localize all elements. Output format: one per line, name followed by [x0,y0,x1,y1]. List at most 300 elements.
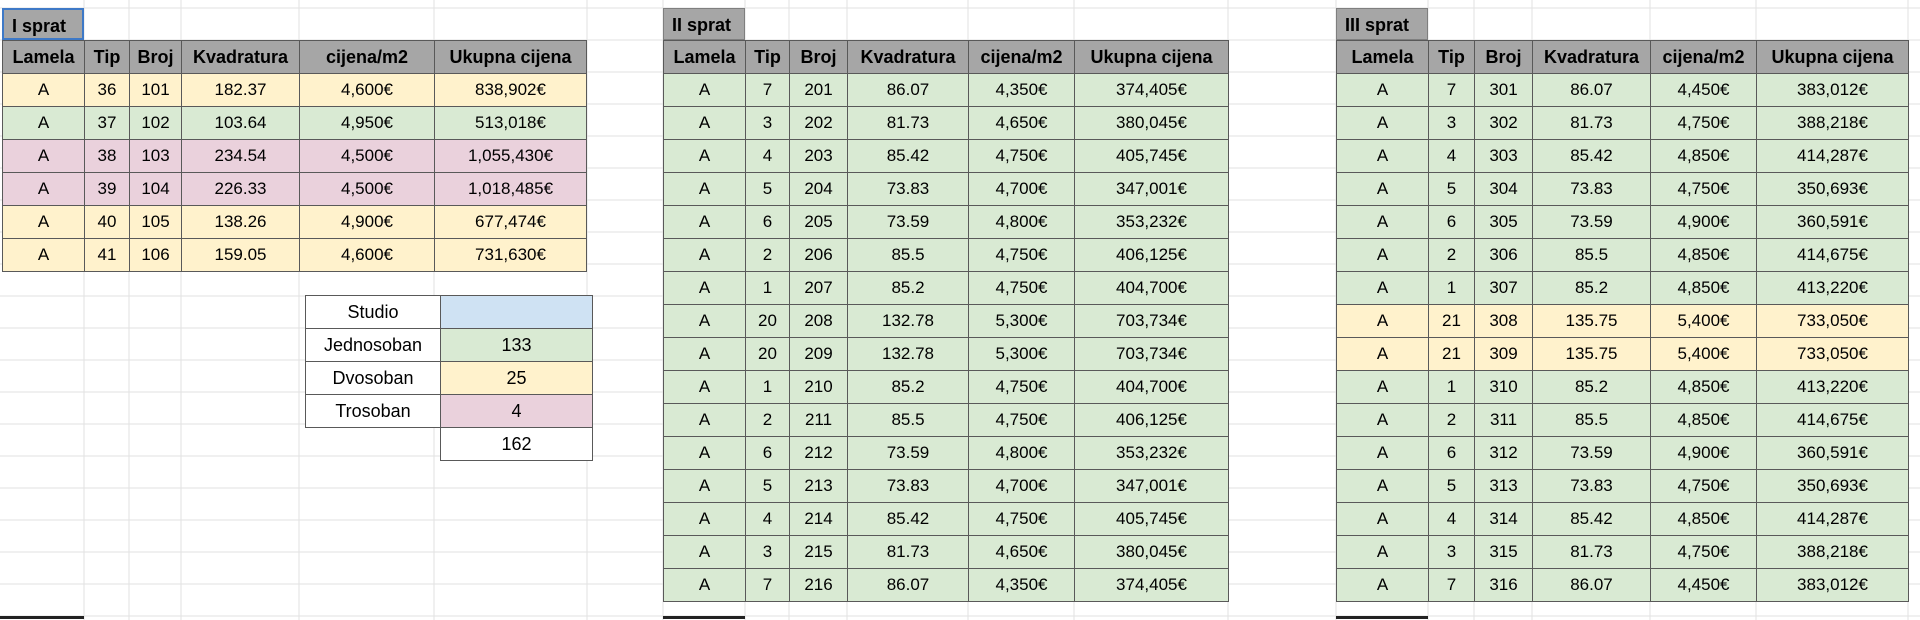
jednosoban-count[interactable]: 133 [441,329,593,362]
cell-tip[interactable]: 6 [1429,206,1475,239]
dvosoban-label[interactable]: Dvosoban [306,362,441,395]
table-row [1337,206,1909,239]
cell-lamela[interactable]: A [1337,173,1429,206]
cell-broj[interactable]: 101 [130,74,182,107]
cell-kvadratura[interactable]: 73.83 [848,173,969,206]
cell-kvadratura[interactable]: 81.73 [848,536,969,569]
cell-lamela[interactable]: A [1337,305,1429,338]
cell-lamela[interactable]: A [664,536,746,569]
cell-ukupna-cijena[interactable]: 374,405€ [1075,569,1229,602]
cell-broj[interactable]: 302 [1475,107,1533,140]
floor-1-title[interactable]: I sprat [2,8,84,40]
cell-cijena-m2[interactable]: 4,900€ [1651,206,1757,239]
cell-broj[interactable]: 201 [790,74,848,107]
cell-tip[interactable]: 1 [1429,272,1475,305]
cell-ukupna-cijena[interactable]: 413,220€ [1757,272,1909,305]
cell-broj[interactable]: 104 [130,173,182,206]
cell-broj[interactable]: 315 [1475,536,1533,569]
cell-lamela[interactable]: A [1337,371,1429,404]
cell-lamela[interactable]: A [664,140,746,173]
jednosoban-label[interactable]: Jednosoban [306,329,441,362]
cell-broj[interactable]: 209 [790,338,848,371]
cell-kvadratura[interactable]: 81.73 [1533,536,1651,569]
cell-cijena-m2[interactable]: 4,850€ [1651,503,1757,536]
cell-broj[interactable]: 301 [1475,74,1533,107]
cell-cijena-m2[interactable]: 4,850€ [1651,140,1757,173]
cell-tip[interactable]: 1 [746,371,790,404]
cell-tip[interactable]: 2 [1429,404,1475,437]
header-row [664,41,1229,74]
table-row [1337,371,1909,404]
floor-2-title[interactable]: II sprat [663,8,745,40]
cell-ukupna-cijena[interactable]: 350,693€ [1757,470,1909,503]
cell-cijena-m2[interactable]: 5,300€ [969,338,1075,371]
cell-lamela[interactable]: A [1337,239,1429,272]
cell-kvadratura[interactable]: 182.37 [182,74,300,107]
column-header-cijena-m2[interactable]: cijena/m2 [969,41,1075,74]
cell-kvadratura[interactable]: 86.07 [848,74,969,107]
cell-ukupna-cijena[interactable]: 703,734€ [1075,338,1229,371]
cell-kvadratura[interactable]: 85.2 [848,371,969,404]
cell-broj[interactable]: 216 [790,569,848,602]
cell-tip[interactable]: 6 [1429,437,1475,470]
cell-cijena-m2[interactable]: 4,800€ [969,206,1075,239]
cell-lamela[interactable]: A [664,404,746,437]
header-row [3,41,587,74]
summary-row-trosoban [306,395,593,428]
table-row [664,503,1229,536]
cell-ukupna-cijena[interactable]: 374,405€ [1075,74,1229,107]
cell-ukupna-cijena[interactable]: 414,675€ [1757,239,1909,272]
cell-kvadratura[interactable]: 73.59 [848,206,969,239]
cell-lamela[interactable]: A [3,173,85,206]
cell-cijena-m2[interactable]: 4,750€ [969,272,1075,305]
cell-cijena-m2[interactable]: 4,750€ [969,140,1075,173]
cell-ukupna-cijena[interactable]: 405,745€ [1075,503,1229,536]
cell-ukupna-cijena[interactable]: 703,734€ [1075,305,1229,338]
column-header-ukupna-cijena[interactable]: Ukupna cijena [435,41,587,74]
cell-cijena-m2[interactable]: 4,750€ [1651,107,1757,140]
cell-kvadratura[interactable]: 85.5 [848,239,969,272]
cell-tip[interactable]: 3 [746,536,790,569]
cell-kvadratura[interactable]: 85.2 [1533,371,1651,404]
cell-ukupna-cijena[interactable]: 1,018,485€ [435,173,587,206]
cell-ukupna-cijena[interactable]: 414,675€ [1757,404,1909,437]
table-row [3,239,587,272]
cell-tip[interactable]: 7 [746,74,790,107]
table-row [664,404,1229,437]
trosoban-label[interactable]: Trosoban [306,395,441,428]
cell-kvadratura[interactable]: 85.2 [1533,272,1651,305]
cell-kvadratura[interactable]: 138.26 [182,206,300,239]
cell-tip[interactable]: 39 [85,173,130,206]
cell-ukupna-cijena[interactable]: 406,125€ [1075,239,1229,272]
cell-kvadratura[interactable]: 73.59 [848,437,969,470]
summary-row-jednosoban [306,329,593,362]
dvosoban-count[interactable]: 25 [441,362,593,395]
column-header-broj[interactable]: Broj [790,41,848,74]
cell-tip[interactable]: 4 [1429,140,1475,173]
cell-broj[interactable]: 215 [790,536,848,569]
cell-ukupna-cijena[interactable]: 360,591€ [1757,437,1909,470]
cell-ukupna-cijena[interactable]: 380,045€ [1075,536,1229,569]
cell-kvadratura[interactable]: 81.73 [848,107,969,140]
cell-lamela[interactable]: A [664,470,746,503]
cell-lamela[interactable]: A [664,338,746,371]
cell-lamela[interactable]: A [664,239,746,272]
summary-empty-cell [306,428,441,461]
table-row [664,338,1229,371]
cell-broj[interactable]: 208 [790,305,848,338]
cell-broj[interactable]: 308 [1475,305,1533,338]
cell-ukupna-cijena[interactable]: 838,902€ [435,74,587,107]
studio-count[interactable] [441,296,593,329]
cell-broj[interactable]: 102 [130,107,182,140]
table-row [664,107,1229,140]
cell-tip[interactable]: 2 [746,239,790,272]
cell-tip[interactable]: 38 [85,140,130,173]
table-row [664,206,1229,239]
table-row [664,536,1229,569]
cell-lamela[interactable]: A [1337,272,1429,305]
cell-kvadratura[interactable]: 226.33 [182,173,300,206]
studio-label[interactable]: Studio [306,296,441,329]
cell-ukupna-cijena[interactable]: 413,220€ [1757,371,1909,404]
cell-broj[interactable]: 312 [1475,437,1533,470]
cell-tip[interactable]: 1 [1429,371,1475,404]
cell-cijena-m2[interactable]: 4,600€ [300,74,435,107]
cell-lamela[interactable]: A [1337,503,1429,536]
trosoban-count[interactable]: 4 [441,395,593,428]
cell-ukupna-cijena[interactable]: 414,287€ [1757,503,1909,536]
cell-ukupna-cijena[interactable]: 733,050€ [1757,305,1909,338]
cell-tip[interactable]: 21 [1429,338,1475,371]
cell-lamela[interactable]: A [3,206,85,239]
total-count[interactable]: 162 [441,428,593,461]
cell-kvadratura[interactable]: 85.42 [1533,140,1651,173]
cell-lamela[interactable]: A [1337,107,1429,140]
table-row [1337,173,1909,206]
cell-kvadratura[interactable]: 86.07 [848,569,969,602]
cell-kvadratura[interactable]: 234.54 [182,140,300,173]
cell-broj[interactable]: 207 [790,272,848,305]
cell-tip[interactable]: 40 [85,206,130,239]
cell-broj[interactable]: 206 [790,239,848,272]
cell-lamela[interactable]: A [1337,470,1429,503]
cell-ukupna-cijena[interactable]: 406,125€ [1075,404,1229,437]
cell-tip[interactable]: 20 [746,338,790,371]
cell-lamela[interactable]: A [1337,437,1429,470]
floor-1-table [2,40,587,272]
cell-ukupna-cijena[interactable]: 1,055,430€ [435,140,587,173]
cell-tip[interactable]: 1 [746,272,790,305]
column-header-cijena-m2[interactable]: cijena/m2 [1651,41,1757,74]
column-header-tip[interactable]: Tip [1429,41,1475,74]
cell-tip[interactable]: 6 [746,437,790,470]
cell-cijena-m2[interactable]: 4,750€ [1651,173,1757,206]
cell-kvadratura[interactable]: 103.64 [182,107,300,140]
cell-cijena-m2[interactable]: 4,650€ [969,107,1075,140]
cell-broj[interactable]: 305 [1475,206,1533,239]
table-row [664,437,1229,470]
cell-cijena-m2[interactable]: 5,400€ [1651,338,1757,371]
cell-ukupna-cijena[interactable]: 513,018€ [435,107,587,140]
cell-lamela[interactable]: A [664,74,746,107]
cell-cijena-m2[interactable]: 4,350€ [969,74,1075,107]
cell-broj[interactable]: 106 [130,239,182,272]
cell-lamela[interactable]: A [3,140,85,173]
cell-cijena-m2[interactable]: 4,500€ [300,140,435,173]
cell-lamela[interactable]: A [1337,404,1429,437]
cell-ukupna-cijena[interactable]: 404,700€ [1075,371,1229,404]
cell-tip[interactable]: 36 [85,74,130,107]
cell-broj[interactable]: 307 [1475,272,1533,305]
cell-broj[interactable]: 313 [1475,470,1533,503]
cell-ukupna-cijena[interactable]: 383,012€ [1757,569,1909,602]
cell-broj[interactable]: 211 [790,404,848,437]
cell-cijena-m2[interactable]: 4,700€ [969,470,1075,503]
cell-ukupna-cijena[interactable]: 404,700€ [1075,272,1229,305]
cell-lamela[interactable]: A [3,74,85,107]
cell-kvadratura[interactable]: 85.5 [1533,239,1651,272]
cell-broj[interactable]: 310 [1475,371,1533,404]
cell-ukupna-cijena[interactable]: 383,012€ [1757,74,1909,107]
cell-lamela[interactable]: A [3,107,85,140]
cell-broj[interactable]: 303 [1475,140,1533,173]
cell-lamela[interactable]: A [664,371,746,404]
cell-cijena-m2[interactable]: 5,400€ [1651,305,1757,338]
table-row [1337,437,1909,470]
cell-broj[interactable]: 214 [790,503,848,536]
cell-cijena-m2[interactable]: 4,800€ [969,437,1075,470]
cell-lamela[interactable]: A [1337,536,1429,569]
cell-tip[interactable]: 3 [746,107,790,140]
column-header-cijena-m2[interactable]: cijena/m2 [300,41,435,74]
cell-cijena-m2[interactable]: 4,850€ [1651,272,1757,305]
cell-tip[interactable]: 5 [1429,470,1475,503]
cell-cijena-m2[interactable]: 4,750€ [1651,470,1757,503]
summary-row-dvosoban [306,362,593,395]
cell-cijena-m2[interactable]: 4,700€ [969,173,1075,206]
table-row [664,371,1229,404]
cell-broj[interactable]: 311 [1475,404,1533,437]
cell-broj[interactable]: 306 [1475,239,1533,272]
table-row [1337,74,1909,107]
table-row [1337,470,1909,503]
floor-3-title[interactable]: III sprat [1336,8,1428,40]
cell-tip[interactable]: 2 [746,404,790,437]
cell-kvadratura[interactable]: 85.42 [1533,503,1651,536]
cell-kvadratura[interactable]: 86.07 [1533,74,1651,107]
cell-broj[interactable]: 203 [790,140,848,173]
cell-cijena-m2[interactable]: 4,750€ [969,239,1075,272]
cell-lamela[interactable]: A [664,206,746,239]
next-block-edge-1 [0,616,84,619]
table-row [3,140,587,173]
cell-kvadratura[interactable]: 135.75 [1533,338,1651,371]
cell-tip[interactable]: 5 [746,470,790,503]
column-header-tip[interactable]: Tip [746,41,790,74]
cell-broj[interactable]: 304 [1475,173,1533,206]
cell-broj[interactable]: 202 [790,107,848,140]
column-header-lamela[interactable]: Lamela [3,41,85,74]
cell-lamela[interactable]: A [1337,338,1429,371]
column-header-tip[interactable]: Tip [85,41,130,74]
cell-tip[interactable]: 5 [1429,173,1475,206]
cell-cijena-m2[interactable]: 4,750€ [1651,536,1757,569]
cell-kvadratura[interactable]: 73.59 [1533,437,1651,470]
cell-kvadratura[interactable]: 85.5 [1533,404,1651,437]
cell-kvadratura[interactable]: 132.78 [848,305,969,338]
cell-broj[interactable]: 212 [790,437,848,470]
cell-lamela[interactable]: A [664,503,746,536]
cell-cijena-m2[interactable]: 4,950€ [300,107,435,140]
cell-cijena-m2[interactable]: 4,850€ [1651,239,1757,272]
cell-lamela[interactable]: A [1337,569,1429,602]
cell-cijena-m2[interactable]: 4,350€ [969,569,1075,602]
cell-cijena-m2[interactable]: 4,900€ [300,206,435,239]
cell-ukupna-cijena[interactable]: 405,745€ [1075,140,1229,173]
cell-lamela[interactable]: A [664,437,746,470]
table-row [1337,404,1909,437]
table-row [664,173,1229,206]
cell-cijena-m2[interactable]: 4,850€ [1651,404,1757,437]
cell-broj[interactable]: 316 [1475,569,1533,602]
floor-2-block [663,15,1229,602]
cell-ukupna-cijena[interactable]: 414,287€ [1757,140,1909,173]
header-row [1337,41,1909,74]
cell-cijena-m2[interactable]: 4,850€ [1651,371,1757,404]
cell-ukupna-cijena[interactable]: 388,218€ [1757,107,1909,140]
cell-cijena-m2[interactable]: 4,750€ [969,404,1075,437]
cell-ukupna-cijena[interactable]: 347,001€ [1075,470,1229,503]
column-header-kvadratura[interactable]: Kvadratura [848,41,969,74]
cell-tip[interactable]: 7 [746,569,790,602]
cell-ukupna-cijena[interactable]: 388,218€ [1757,536,1909,569]
table-row [3,107,587,140]
cell-lamela[interactable]: A [664,569,746,602]
column-header-broj[interactable]: Broj [130,41,182,74]
cell-lamela[interactable]: A [664,305,746,338]
cell-kvadratura[interactable]: 85.5 [848,404,969,437]
cell-lamela[interactable]: A [664,107,746,140]
cell-lamela[interactable]: A [1337,140,1429,173]
cell-ukupna-cijena[interactable]: 347,001€ [1075,173,1229,206]
cell-kvadratura[interactable]: 132.78 [848,338,969,371]
floor-1-block [2,16,587,272]
cell-cijena-m2[interactable]: 4,500€ [300,173,435,206]
cell-ukupna-cijena[interactable]: 733,050€ [1757,338,1909,371]
cell-ukupna-cijena[interactable]: 353,232€ [1075,206,1229,239]
cell-tip[interactable]: 4 [1429,503,1475,536]
cell-lamela[interactable]: A [664,272,746,305]
table-row [1337,239,1909,272]
cell-tip[interactable]: 5 [746,173,790,206]
cell-cijena-m2[interactable]: 4,600€ [300,239,435,272]
cell-tip[interactable]: 7 [1429,74,1475,107]
cell-broj[interactable]: 314 [1475,503,1533,536]
cell-tip[interactable]: 4 [746,140,790,173]
cell-cijena-m2[interactable]: 4,450€ [1651,74,1757,107]
cell-lamela[interactable]: A [1337,74,1429,107]
cell-kvadratura[interactable]: 159.05 [182,239,300,272]
cell-cijena-m2[interactable]: 4,750€ [969,371,1075,404]
column-header-broj[interactable]: Broj [1475,41,1533,74]
cell-tip[interactable]: 37 [85,107,130,140]
cell-lamela[interactable]: A [664,173,746,206]
cell-ukupna-cijena[interactable]: 677,474€ [435,206,587,239]
column-header-lamela[interactable]: Lamela [664,41,746,74]
cell-ukupna-cijena[interactable]: 350,693€ [1757,173,1909,206]
cell-ukupna-cijena[interactable]: 353,232€ [1075,437,1229,470]
cell-cijena-m2[interactable]: 5,300€ [969,305,1075,338]
column-header-kvadratura[interactable]: Kvadratura [1533,41,1651,74]
cell-kvadratura[interactable]: 85.42 [848,140,969,173]
table-row [664,305,1229,338]
column-header-lamela[interactable]: Lamela [1337,41,1429,74]
cell-ukupna-cijena[interactable]: 380,045€ [1075,107,1229,140]
cell-cijena-m2[interactable]: 4,750€ [969,503,1075,536]
cell-kvadratura[interactable]: 85.2 [848,272,969,305]
cell-broj[interactable]: 103 [130,140,182,173]
table-row [3,74,587,107]
cell-broj[interactable]: 205 [790,206,848,239]
cell-tip[interactable]: 6 [746,206,790,239]
cell-tip[interactable]: 3 [1429,536,1475,569]
column-header-kvadratura[interactable]: Kvadratura [182,41,300,74]
cell-kvadratura[interactable]: 73.83 [1533,470,1651,503]
table-row [1337,503,1909,536]
cell-lamela[interactable]: A [1337,206,1429,239]
cell-lamela[interactable]: A [3,239,85,272]
cell-kvadratura[interactable]: 135.75 [1533,305,1651,338]
table-row [1337,140,1909,173]
cell-ukupna-cijena[interactable]: 731,630€ [435,239,587,272]
floor-2-table [663,40,1229,602]
table-row [3,173,587,206]
cell-broj[interactable]: 204 [790,173,848,206]
cell-broj[interactable]: 213 [790,470,848,503]
cell-ukupna-cijena[interactable]: 360,591€ [1757,206,1909,239]
table-row [3,206,587,239]
cell-cijena-m2[interactable]: 4,450€ [1651,569,1757,602]
cell-broj[interactable]: 105 [130,206,182,239]
table-row [1337,272,1909,305]
cell-broj[interactable]: 309 [1475,338,1533,371]
cell-kvadratura[interactable]: 81.73 [1533,107,1651,140]
table-row [664,470,1229,503]
table-row [664,272,1229,305]
cell-tip[interactable]: 20 [746,305,790,338]
column-header-ukupna-cijena[interactable]: Ukupna cijena [1757,41,1909,74]
cell-broj[interactable]: 210 [790,371,848,404]
cell-cijena-m2[interactable]: 4,650€ [969,536,1075,569]
cell-tip[interactable]: 3 [1429,107,1475,140]
cell-kvadratura[interactable]: 86.07 [1533,569,1651,602]
cell-kvadratura[interactable]: 73.59 [1533,206,1651,239]
cell-kvadratura[interactable]: 73.83 [1533,173,1651,206]
cell-tip[interactable]: 21 [1429,305,1475,338]
cell-cijena-m2[interactable]: 4,900€ [1651,437,1757,470]
cell-tip[interactable]: 2 [1429,239,1475,272]
table-row [1337,107,1909,140]
cell-tip[interactable]: 7 [1429,569,1475,602]
column-header-ukupna-cijena[interactable]: Ukupna cijena [1075,41,1229,74]
cell-kvadratura[interactable]: 73.83 [848,470,969,503]
cell-kvadratura[interactable]: 85.42 [848,503,969,536]
cell-tip[interactable]: 4 [746,503,790,536]
cell-tip[interactable]: 41 [85,239,130,272]
